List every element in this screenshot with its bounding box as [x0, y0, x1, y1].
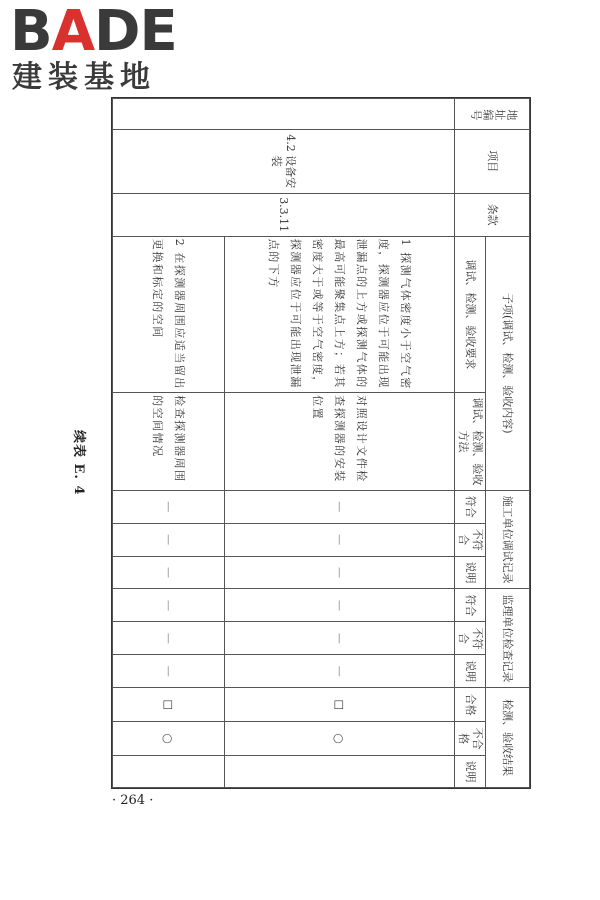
fail-circle-cell[interactable] [113, 722, 225, 756]
bade-logo [8, 2, 183, 98]
supervision-note-cell: — [225, 655, 455, 688]
header-note-3: 说明 [455, 756, 486, 788]
header-nonconform-2: 不符合 [455, 622, 486, 655]
requirement-cell: 1 探测气体密度小于空气密度，探测器应位于可能出现泄漏点的上方或探测气体的最高可能聚集点上方；若其密度大于或等于空气密度，探测器应位于可能出现泄漏点的下方 [225, 236, 455, 392]
header-nonconform-1: 不符合 [455, 523, 486, 556]
circle-icon[interactable]: ○ [332, 733, 347, 744]
logo-wordmark: BADE [10, 0, 177, 64]
construction-nonconform-cell: — [113, 523, 225, 556]
header-supervision: 监理单位检查记录 [486, 589, 530, 688]
fail-circle-cell[interactable] [225, 722, 455, 756]
rotated-table [120, 98, 530, 788]
header-conform-2: 符合 [455, 589, 486, 622]
circle-icon[interactable]: ○ [161, 733, 176, 744]
supervision-nonconform-cell: — [113, 622, 225, 655]
inspection-table [112, 98, 530, 788]
construction-note-cell: — [113, 556, 225, 589]
supervision-conform-cell: — [113, 589, 225, 622]
header-note-1: 说明 [455, 556, 486, 589]
pass-checkbox-cell[interactable] [225, 688, 455, 722]
header-fail: 不合格 [455, 722, 486, 756]
page-number: · 264 · [112, 793, 154, 808]
header-note-2: 说明 [455, 655, 486, 688]
construction-note-cell: — [225, 556, 455, 589]
construction-conform-cell: — [113, 490, 225, 523]
header-construction: 施工单位调试记录 [486, 490, 530, 589]
method-cell: 检查探测器周围的空间情况 [113, 393, 225, 491]
header-method: 调试、检测、验收方法 [455, 393, 486, 491]
pass-checkbox-cell[interactable] [113, 688, 225, 722]
logo-subtitle: 建装基地 [12, 60, 156, 95]
project-cell: 4.2 设备安装 [113, 129, 455, 193]
construction-nonconform-cell: — [225, 523, 455, 556]
construction-conform-cell: — [225, 490, 455, 523]
supervision-note-cell: — [113, 655, 225, 688]
supervision-nonconform-cell: — [225, 622, 455, 655]
table-caption: 续表 E. 4 [71, 430, 86, 496]
header-code: 地址编号 [455, 99, 530, 130]
checkbox-icon[interactable]: □ [162, 699, 176, 710]
supervision-conform-cell: — [225, 589, 455, 622]
header-requirement: 调试、检测、验收要求 [455, 236, 486, 392]
header-sub-item: 子项(调试、检测、验收内容) [486, 236, 530, 490]
header-conform-1: 符合 [455, 490, 486, 523]
result-note-cell [113, 756, 225, 788]
header-pass: 合格 [455, 688, 486, 722]
method-cell: 对照设计文件检查探测器的安装位置 [225, 393, 455, 491]
result-note-cell [225, 756, 455, 788]
checkbox-icon[interactable]: □ [333, 699, 347, 710]
header-project: 项目 [455, 129, 530, 193]
header-clause: 条款 [455, 193, 530, 236]
header-result: 检测、验收结果 [486, 688, 530, 788]
clause-cell: 3.3.11 [113, 193, 455, 236]
table-row [225, 99, 455, 788]
requirement-cell: 2 在探测器周围应适当留出更换和标定的空间 [113, 236, 225, 392]
code-cell [113, 99, 455, 130]
